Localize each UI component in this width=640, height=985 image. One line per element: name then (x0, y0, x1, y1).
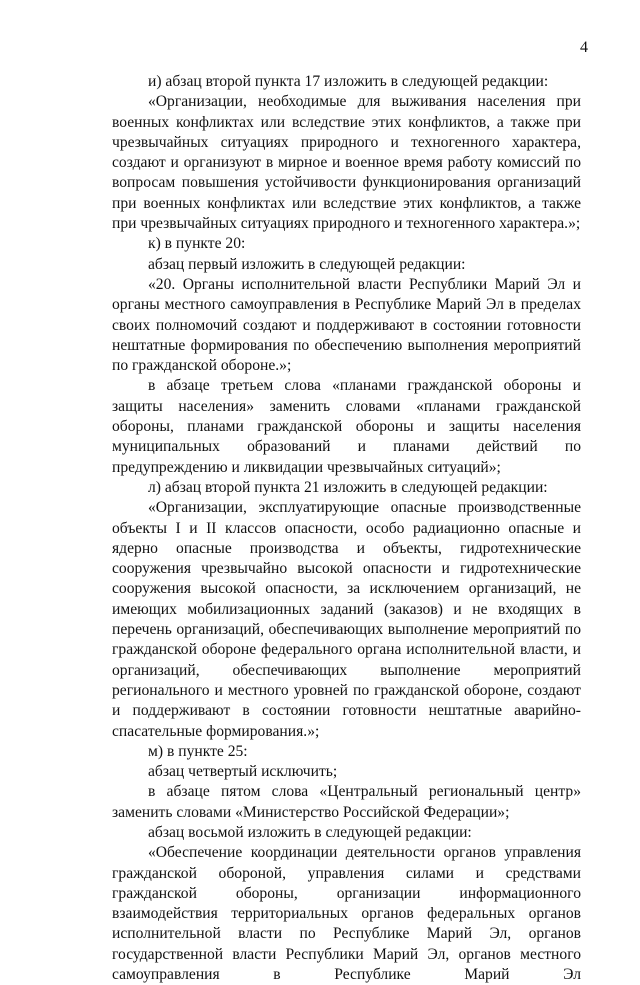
paragraph-first-abzac: абзац первый изложить в следующей редакции: (148, 255, 466, 273)
paragraph-eighth-abzac: абзац восьмой изложить в следующей редакции: (148, 823, 472, 841)
paragraph-third-abzac: в абзаце третьем слова «планами гражданской обороны и защиты населения» заменить словами «планами гражданской обороны, планами гражданской обороны и защиты населения муниципальных образований и планами действий по предупреждению и ликвидации чрезвычайных ситуаций»; (112, 377, 581, 476)
paragraph-quote-20: «20. Органы исполнительной власти Республики Марий Эл и органы местного самоуправления в Республике Марий Эл в пределах своих полномочий создают и поддерживают в состоянии готовности нештатные формирования по обеспечению выполнения мероприятий по гражданской обороне.»; (112, 275, 581, 375)
paragraph-fourth-abzac: абзац четвертый исключить; (148, 763, 338, 781)
paragraph-item-m: м) в пункте 25: (148, 742, 248, 760)
paragraph-quote-organizations: «Организации, необходимые для выживания населения при военных конфликтах или вследствие этих конфликтов, а также при чрезвычайных ситуациях природного и техногенного характера, создают и организуют в мирное и военное время работу комиссий по вопросам повышения устойчивости функционирования организаций при военных конфликтах или вследствие этих конфликтов, а также при чрезвычайных ситуациях природного и техногенного характера.»; (112, 93, 581, 233)
paragraph-quote-coordination: «Обеспечение координации деятельности органов управления гражданской обороной, управления силами и средствами гражданской обороны, организации информационного взаимодействия территориальных органов федеральных органов исполнительной власти по Республике Марий Эл, органов государственной власти Республики Марий Эл, органов местного самоуправления в Республике Марий Эл (112, 844, 581, 984)
document-body (112, 72, 581, 985)
paragraph-item-k: к) в пункте 20: (148, 235, 246, 253)
page-number: 4 (580, 39, 588, 56)
paragraph-item-l: л) абзац второй пункта 21 изложить в следующей редакции: (148, 478, 548, 496)
paragraph-item-i: и) абзац второй пункта 17 изложить в следующей редакции: (148, 73, 549, 90)
paragraph-fifth-abzac: в абзаце пятом слова «Центральный региональный центр» заменить словами «Министерство Российской Федерации»; (112, 783, 581, 821)
paragraph-quote-hazard-objects: «Организации, эксплуатирующие опасные производственные объекты I и II классов опасности, особо радиационно опасные и ядерно опасные производства и объекты, гидротехнические сооружения чрезвычайно высокой опасности и гидротехнические сооружения высокой опасности, за исключением организаций, не имеющих мобилизационных заданий (заказов) и не входящих в перечень организаций, обеспечивающих выполнение мероприятий по гражданской обороне федерального органа исполнительной власти, и организаций, обеспечивающих выполнение мероприятий регионального и местного уровней по гражданской обороне, создают и поддерживают в состоянии готовности нештатные аварийно-спасательные формирования.»; (112, 499, 581, 740)
